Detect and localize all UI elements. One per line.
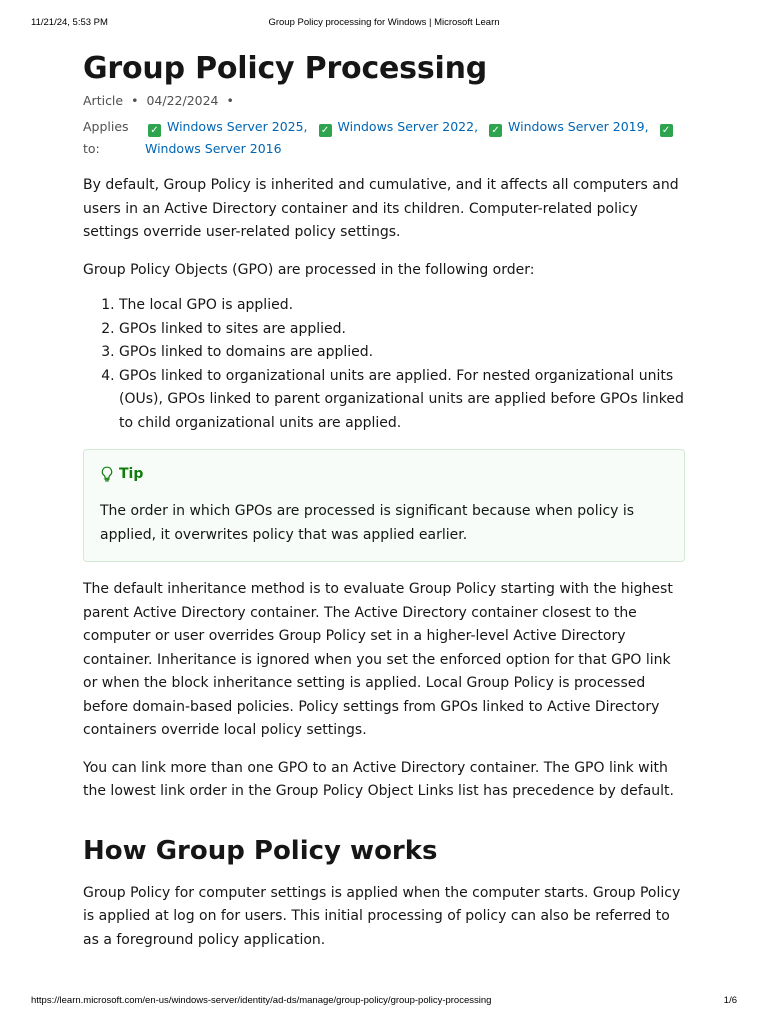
product-link-ws2022[interactable]: Windows Server 2022, — [337, 119, 479, 134]
processing-order-list — [83, 294, 689, 435]
print-page-title: Group Policy processing for Windows | Microsoft Learn — [268, 17, 500, 28]
page-title: Group Policy Processing — [83, 51, 488, 86]
tip-callout — [83, 449, 685, 562]
check-icon: ✓ — [148, 124, 161, 137]
meta-separator: • — [131, 93, 139, 108]
product-link-ws2019[interactable]: Windows Server 2019, — [508, 119, 649, 134]
list-item: 3. GPOs linked to domains are applied. — [119, 341, 689, 365]
check-icon: ✓ — [489, 124, 502, 137]
inheritance-paragraph: The default inheritance method is to evaluate Group Policy starting with the highest parent Active Directory container. The Active Directory container closest to the computer or user overrides Group Policy set in a higher-level Active Directory container. Inheritance is ignored when you set the enforced option for that GPO link or when the block inheritance setting is applied. Local Group Policy is processed before domain-based policies. Policy settings from GPOs linked to Active Directory containers override local policy settings. — [83, 581, 673, 738]
print-footer — [31, 995, 737, 1009]
lightbulb-icon — [100, 466, 114, 482]
product-link-ws2025[interactable]: Windows Server 2025, — [167, 119, 308, 134]
print-timestamp: 11/21/24, 5:53 PM — [31, 17, 108, 28]
print-url: https://learn.microsoft.com/en-us/windows-server/identity/ad-ds/manage/group-policy/group-policy-processing — [31, 995, 492, 1006]
intro-paragraph: By default, Group Policy is inherited and cumulative, and it affects all computers and users in an Active Directory container and its children. Computer-related policy settings override user-related policy settings. — [83, 177, 679, 240]
article-date: 04/22/2024 — [146, 93, 219, 108]
section-paragraph: Group Policy for computer settings is applied when the computer starts. Group Policy is applied at log on for users. This initial processing of policy can also be referred to as a foreground policy application. — [83, 884, 681, 948]
order-intro-paragraph: Group Policy Objects (GPO) are processed in the following order: — [83, 261, 535, 278]
tip-header — [100, 464, 668, 484]
applies-to-products — [145, 116, 689, 160]
applies-to — [83, 116, 689, 160]
article-content — [83, 48, 689, 952]
print-header — [31, 17, 737, 31]
applies-to-label: Applies to: — [83, 119, 129, 156]
article-type: Article — [83, 93, 124, 108]
tip-body: The order in which GPOs are processed is significant because when policy is applied, it overwrites policy that was applied earlier. — [100, 503, 635, 543]
product-link-ws2016[interactable]: Windows Server 2016 — [145, 141, 282, 156]
list-item: 1. The local GPO is applied. — [119, 294, 689, 318]
check-icon: ✓ — [660, 124, 673, 137]
check-icon: ✓ — [319, 124, 332, 137]
article-meta — [83, 92, 689, 110]
link-order-paragraph: You can link more than one GPO to an Active Directory container. The GPO link with the lowest link order in the Group Policy Object Links list has precedence by default. — [83, 759, 674, 799]
section-heading: How Group Policy works — [83, 835, 438, 866]
list-item: 4. GPOs linked to organizational units are applied. For nested organizational units (OUs), GPOs linked to parent organizational units are applied before GPOs linked to child organizational units are applied. — [119, 365, 689, 436]
print-page-number: 1/6 — [723, 995, 737, 1006]
meta-separator: • — [226, 93, 234, 108]
tip-title: Tip — [119, 466, 144, 482]
list-item: 2. GPOs linked to sites are applied. — [119, 318, 689, 342]
